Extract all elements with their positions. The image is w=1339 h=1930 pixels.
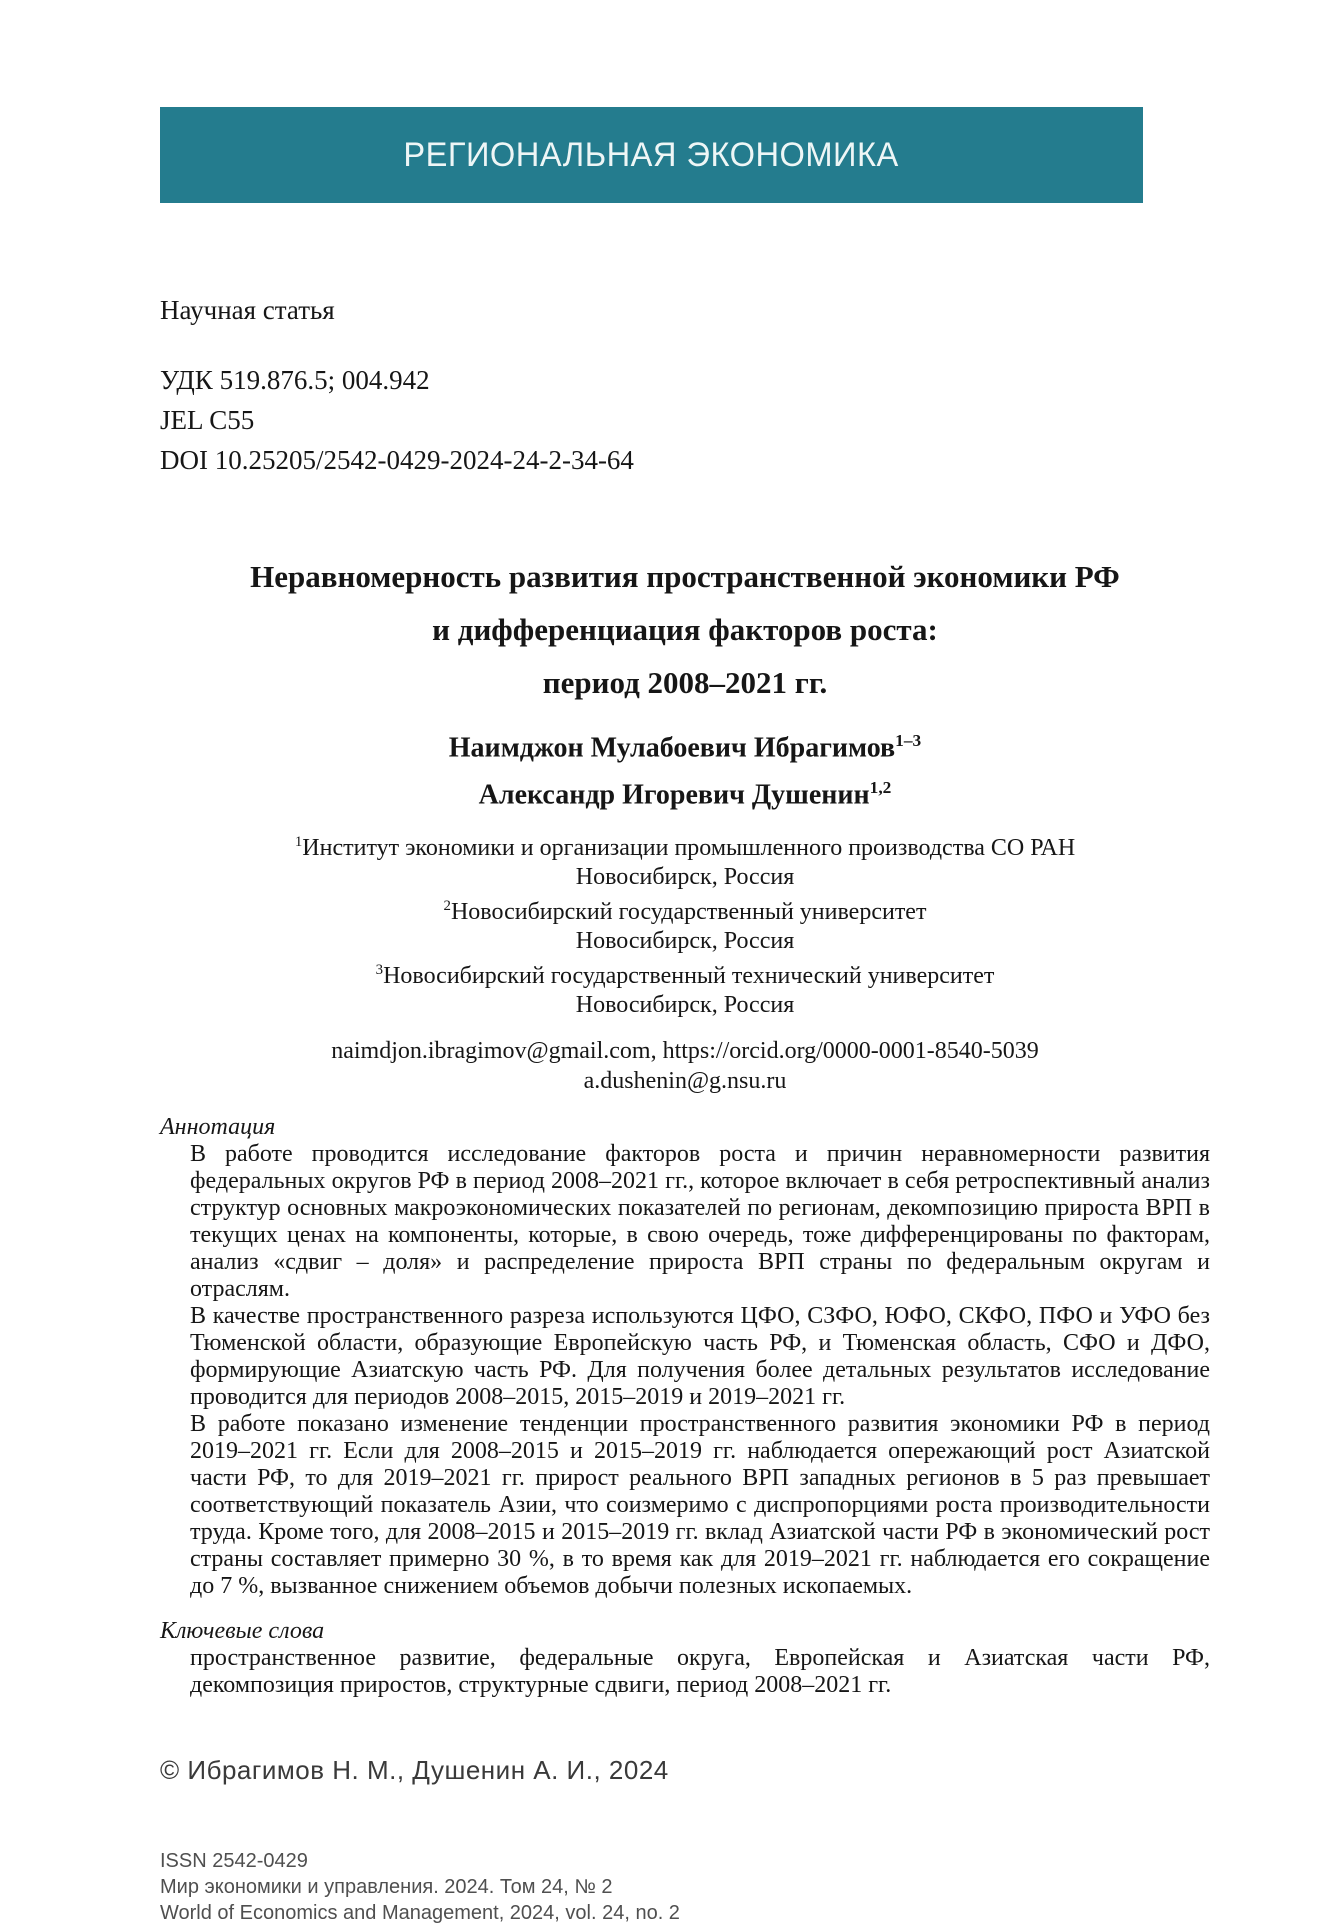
jel-line: JEL C55 [160,405,255,435]
author-affil-sup-1: 1–3 [895,731,922,750]
affiliation-sup-2: 2 [443,897,451,914]
affiliation-city-1: Новосибирск, Россия [575,863,795,890]
contact-email-line-2: a.dushenin@g.nsu.ru [583,1067,787,1094]
abstract-paragraph-3: В работе показано изменение тенденции пространственного развития экономики РФ в период 2019–2021 гг. Если для 2008–2015 и 2015–2019 гг. наблюдается опережающий рост Азиатской части РФ, то для 2019–2021 гг. прирост реального ВРП западных регионов в 5 раз превышает соответствующий показатель Азии, что соизмеримо с диспропорциями роста производительности труда. Кроме того, для 2008–2015 и 2015–2019 гг. вклад Азиатской части РФ в экономический рост страны составляет примерно 30 %, в то время как для 2019–2021 гг. наблюдается его сокращение до 7 %, вызванное снижением объемов добычи полезных ископаемых. [190,1410,1210,1599]
footer-issn: ISSN 2542-0429 [160,1849,308,1872]
affiliation-city-2: Новосибирск, Россия [575,927,795,954]
footer-journal-en: World of Economics and Management, 2024, vol. 24, no. 2 [160,1901,680,1924]
affiliation-org-name-2: Новосибирский государственный университет [450,898,927,925]
title-line-2: и дифференциация факторов роста: [432,612,938,647]
keywords-heading: Ключевые слова [160,1617,325,1644]
affiliation-city-3: Новосибирск, Россия [575,991,795,1018]
category-banner-label: РЕГИОНАЛЬНАЯ ЭКОНОМИКА [403,135,900,174]
affiliation-org-3 [160,956,1210,991]
affiliation-sup-1: 1 [294,833,303,850]
abstract-paragraph-1: В работе проводится исследование факторов роста и причин неравномерности развития федеральных округов РФ в период 2008–2021 гг., которое включает в себя ретроспективный анализ структур основных макроэкономических показателей по регионам, декомпозицию прироста ВРП в текущих ценах на компоненты, которые, в свою очередь, тоже дифференцированы по факторам, анализ «сдвиг – доля» и распределение прироста ВРП страны по федеральным округам и отраслям. [190,1140,1210,1302]
footer-journal-ru: Мир экономики и управления. 2024. Том 24, № 2 [160,1875,613,1898]
affiliation-org-name-1: Институт экономики и организации промышленного производства СО РАН [302,834,1076,861]
affiliation-org-1 [160,828,1210,863]
article-meta-block [160,360,1210,480]
author-line-2 [160,768,1210,815]
author-name-1: Наимджон Мулабоевич Ибрагимов [448,732,896,764]
affiliation-org-2 [160,892,1210,927]
article-title [160,550,1210,709]
contacts-block [160,1036,1210,1096]
affiliation-org-name-3: Новосибирский государственный технический университет [383,962,995,989]
page-content [0,107,1339,1926]
abstract-heading: Аннотация [160,1113,276,1140]
affiliation-sup-3: 3 [375,961,384,978]
journal-footer [160,1848,1210,1926]
authors-block [160,721,1210,816]
keywords-text: пространственное развитие, федеральные округа, Европейская и Азиатская части РФ, декомпозиция приростов, структурные сдвиги, период 2008–2021 гг. [190,1644,1210,1698]
udc-line: УДК 519.876.5; 004.942 [160,365,430,395]
abstract-body [190,1141,1210,1600]
author-line-1 [160,721,1210,768]
doi-line: DOI 10.25205/2542-0429-2024-24-2-34-64 [160,445,634,475]
author-name-2: Александр Игоревич Душенин [478,779,870,811]
affiliations-block [160,828,1210,1020]
contact-email-orcid-line: naimdjon.ibragimov@gmail.com, https://orcid.org/0000-0001-8540-5039 [331,1037,1039,1064]
category-banner [160,107,1143,203]
title-line-1: Неравномерность развития пространственной экономики РФ [250,559,1120,594]
abstract-paragraph-2: В качестве пространственного разреза используются ЦФО, СЗФО, ЮФО, СКФО, ПФО и УФО без Тюменской области, образующие Европейскую часть РФ, и Тюменская область, СФО и ДФО, формирующие Азиатскую часть РФ. Для получения более детальных результатов исследование проводится для периодов 2008–2015, 2015–2019 и 2019–2021 гг. [190,1302,1210,1410]
title-line-3: период 2008–2021 гг. [542,665,828,700]
author-affil-sup-2: 1,2 [869,778,892,798]
copyright-line: © Ибрагимов Н. М., Душенин А. И., 2024 [160,1754,669,1785]
article-type-label: Научная статья [160,295,335,325]
